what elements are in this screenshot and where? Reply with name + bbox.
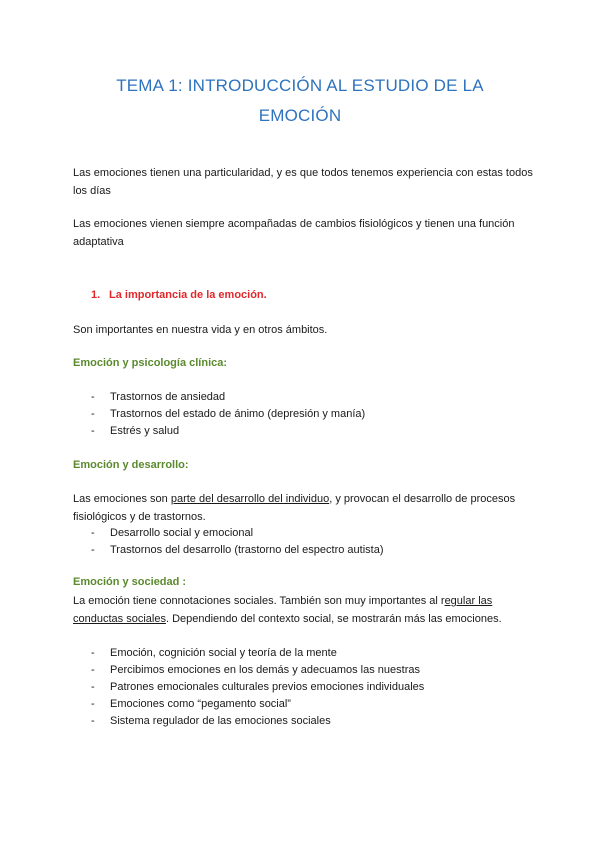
list-item: - Sistema regulador de las emociones sociales [91,715,331,727]
list-item: - Trastornos de ansiedad [91,391,226,403]
sociedad-paragraph: La emoción tiene connotaciones sociales. También son muy importantes al regular las conductas sociales. Dependiendo del contexto social, se mostrarán más las emociones. [73,595,502,625]
section-1-title: La importancia de la emoción. [109,289,267,301]
list-item: - Emociones como “pegamento social” [91,698,291,710]
list-item: - Desarrollo social y emocional [91,527,254,539]
underlined-phrase: egular las conductas sociales [73,595,493,625]
subheading-sociedad: Emoción y sociedad : [73,576,187,588]
subheading-desarrollo: Emoción y desarrollo: [73,459,189,471]
subheading-clinica: Emoción y psicología clínica: [73,357,228,369]
desarrollo-paragraph: Las emociones son parte del desarrollo del individuo, y provocan el desarrollo de procesos fisiológicos y de trastornos. [73,493,516,523]
list-item: - Emoción, cognición social y teoría de la mente [91,647,337,659]
document-title-line-1: TEMA 1: INTRODUCCIÓN AL ESTUDIO DE LA [116,76,484,95]
intro-paragraph-2: Las emociones vienen siempre acompañadas de cambios fisiológicos y tienen una función adaptativa [73,218,515,248]
intro-paragraph-1: Las emociones tienen una particularidad, y es que todos tenemos experiencia con estas todos los días [73,167,533,197]
section-1-intro: Son importantes en nuestra vida y en otros ámbitos. [73,324,328,336]
list-item: - Patrones emocionales culturales previos emociones individuales [91,681,425,693]
document-title-line-2: EMOCIÓN [258,106,342,125]
list-item: - Estrés y salud [91,425,180,437]
list-item: - Trastornos del estado de ánimo (depresión y manía) [91,408,366,420]
section-1-number: 1. [91,289,101,301]
list-item: - Percibimos emociones en los demás y adecuamos las nuestras [91,664,420,676]
section-1-heading [91,289,267,301]
list-item: - Trastornos del desarrollo (trastorno del espectro autista) [91,544,384,556]
underlined-phrase: parte del desarrollo del individuo [170,493,330,505]
